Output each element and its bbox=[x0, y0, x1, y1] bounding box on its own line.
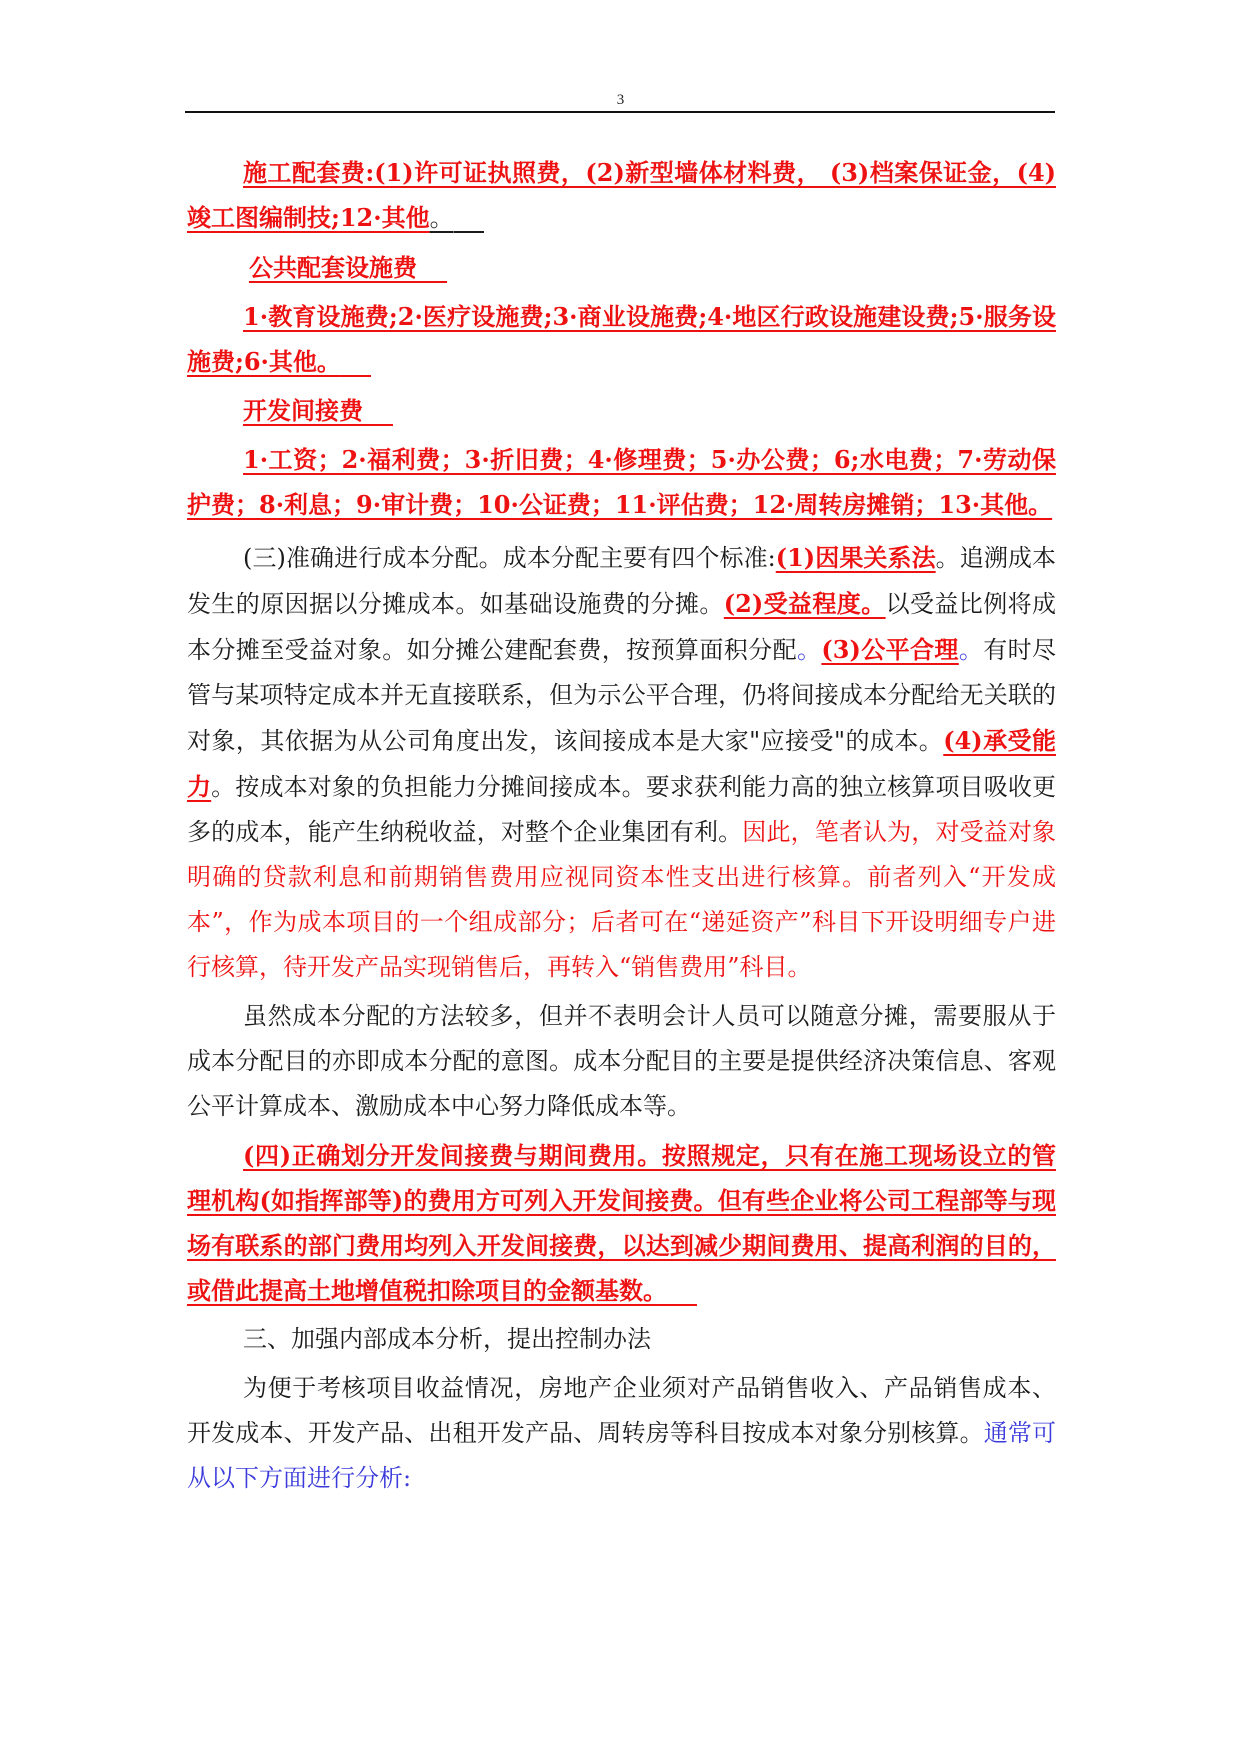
analysis-blue-text: 通常可从以下方面进行分析: bbox=[187, 1419, 1057, 1492]
indirect-cost-items bbox=[187, 437, 1056, 527]
underline-tail bbox=[363, 424, 393, 426]
analysis-text: 为便于考核项目收益情况，房地产企业须对产品销售收入、产品销售成本、开发成本、开发产品、出租开发产品、周转房等科目按成本对象分别核算。 bbox=[187, 1374, 1056, 1447]
standard-fairness: (3)公平合理 bbox=[821, 635, 959, 664]
standard-causal-desc: 。追溯成本发生的原因据以分摊成本。如基础设施费的分摊。 bbox=[187, 544, 1057, 618]
underline-tail bbox=[417, 281, 447, 283]
period-expense-text: (四)正确划分开发间接费与期间费用。按照规定，只有在施工现场设立的管理机构(如指挥部等)的费用方可列入开发间接费。但有些企业将公司工程部等与现场有联系的部门费用均列入开发间接费，以达到减少期间费用、提高利润的目的，或借此提高土地增值税扣除项目的金额基数。 bbox=[187, 1141, 1056, 1305]
standard-benefit-desc: 以受益比例将成本分摊至受益对象。如分摊公建配套费，按预算面积分配 bbox=[187, 590, 1057, 664]
indirect-cost-items-text: 1·工资；2·福利费；3·折旧费；4·修理费；5·办公费；6;水电费；7·劳动保护费；8·利息；9·审计费；10·公证费；11·评估费；12·周转房摊销；13·其他。 bbox=[187, 445, 1056, 519]
allocation-paragraph bbox=[187, 535, 1056, 990]
standard-fairness-desc: 有时尽管与某项特定成本并无直接联系，但为示公平合理，仍将间接成本分配给无关联的对象，其依据为从公司角度出发，该间接成本是大家"应接受"的成本。 bbox=[187, 636, 1057, 755]
standard-ability-desc: 。按成本对象的负担能力分摊间接成本。要求获利能力高的独立核算项目吸收更多的成本，能产生纳税收益，对整个企业集团有利。 bbox=[187, 773, 1057, 846]
analysis-paragraph bbox=[187, 1366, 1056, 1501]
document-body bbox=[187, 150, 1056, 1501]
indirect-cost-heading bbox=[187, 388, 1056, 433]
public-facilities-heading-text: 公共配套设施费 bbox=[249, 253, 417, 282]
underline-tail bbox=[454, 231, 484, 233]
section-three-heading: 三、加强内部成本分析，提出控制办法 bbox=[243, 1325, 651, 1353]
allocation-purpose-paragraph: 虽然成本分配的方法较多，但并不表明会计人员可以随意分摊，需要服从于成本分配目的亦即成本分配的意图。成本分配目的主要是提供经济决策信息、客观公平计算成本、激励成本中心努力降低成本等。 bbox=[187, 1002, 1056, 1120]
standard-causal: (1)因果关系法 bbox=[775, 543, 936, 572]
standard-benefit: (2)受益程度。 bbox=[723, 589, 886, 618]
standard-ability: (4)承受能力 bbox=[187, 726, 1056, 801]
header-rule bbox=[185, 111, 1055, 113]
public-facilities-items bbox=[187, 294, 1056, 384]
public-facilities-heading bbox=[187, 245, 1056, 290]
standard-fairness-end: 。 bbox=[958, 636, 984, 664]
underline-tail bbox=[667, 1304, 697, 1306]
period-expense-paragraph bbox=[187, 1133, 1056, 1313]
standard-benefit-end: 。 bbox=[796, 636, 822, 664]
indirect-cost-heading-text: 开发间接费 bbox=[243, 396, 363, 425]
construction-fees-text: 施工配套费:(1)许可证执照费，(2)新型墙体材料费， (3)档案保证金，(4)竣工图编制技;12·其他 bbox=[187, 158, 1056, 232]
page-number: 3 bbox=[616, 92, 625, 108]
construction-fees-end: 。 bbox=[429, 204, 454, 232]
construction-fees-paragraph bbox=[187, 150, 1056, 241]
author-view: 因此，笔者认为，对受益对象明确的贷款利息和前期销售费用应视同资本性支出进行核算。前者列入“开发成本”，作为成本项目的一个组成部分；后者可在“递延资产”科目下开设明细专户进行核算，待开发产品实现销售后，再转入“销售费用”科目。 bbox=[187, 818, 1057, 981]
allocation-intro: (三)准确进行成本分配。成本分配主要有四个标准: bbox=[243, 544, 776, 572]
public-facilities-items-text: 1·教育设施费;2·医疗设施费;3·商业设施费;4·地区行政设施建设费;5·服务设施费;6·其他。 bbox=[187, 302, 1056, 376]
underline-tail bbox=[341, 375, 371, 377]
